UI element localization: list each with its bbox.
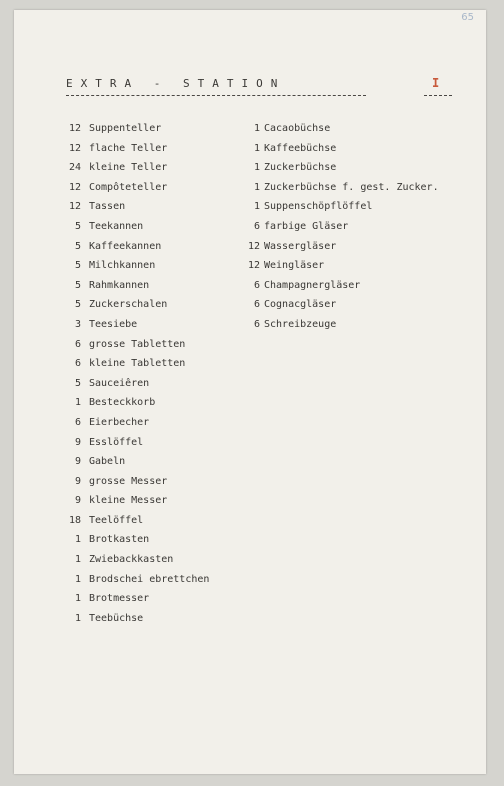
item-name: kleine Messer xyxy=(89,495,168,507)
item-quantity: 18 xyxy=(68,514,81,526)
list-item xyxy=(240,197,439,217)
item-quantity: 6 xyxy=(253,299,260,311)
item-quantity: 24 xyxy=(68,162,81,174)
item-quantity: 1 xyxy=(253,142,260,154)
item-name: Kaffeebüchse xyxy=(264,142,337,154)
item-quantity: 1 xyxy=(74,554,81,566)
item-quantity: 1 xyxy=(253,201,260,213)
list-item xyxy=(240,295,439,315)
item-name: Compôteteller xyxy=(89,181,168,193)
item-name: Teebüchse xyxy=(89,612,144,624)
list-item xyxy=(59,413,209,433)
list-item xyxy=(240,315,439,335)
list-item xyxy=(59,237,209,257)
item-name: grosse Tabletten xyxy=(89,338,186,350)
item-name: Zuckerbüchse f. gest. Zucker. xyxy=(264,181,439,193)
list-item xyxy=(59,276,209,296)
list-item xyxy=(240,276,439,296)
item-name: Zwiebackkasten xyxy=(89,554,174,566)
item-quantity: 1 xyxy=(253,123,260,134)
item-name: Tassen xyxy=(89,201,126,213)
item-name: Zuckerbüchse xyxy=(264,162,337,174)
item-quantity: 12 xyxy=(68,181,81,193)
list-item xyxy=(59,530,209,550)
list-item xyxy=(240,217,439,237)
list-item xyxy=(59,452,209,472)
item-quantity: 5 xyxy=(74,279,81,291)
item-quantity: 6 xyxy=(253,279,260,291)
item-name: Wassergläser xyxy=(264,240,337,252)
list-item xyxy=(59,511,209,531)
station-number-underline xyxy=(424,95,452,96)
item-quantity: 9 xyxy=(74,475,81,487)
list-item xyxy=(59,139,209,159)
station-number: I xyxy=(432,76,440,90)
item-name: Eierbecher xyxy=(89,416,150,428)
item-name: Teelöffel xyxy=(89,514,144,526)
list-item xyxy=(59,393,209,413)
item-quantity: 1 xyxy=(74,593,81,605)
item-quantity: 6 xyxy=(253,220,260,232)
item-quantity: 6 xyxy=(74,358,81,370)
item-name: Zuckerschalen xyxy=(89,299,168,311)
item-name: Teesiebe xyxy=(89,318,138,330)
item-name: Gabeln xyxy=(89,456,126,468)
document-page xyxy=(14,10,486,774)
right-inventory-column xyxy=(240,119,439,335)
item-quantity: 5 xyxy=(74,299,81,311)
item-name: kleine Teller xyxy=(89,162,168,174)
list-item xyxy=(59,217,209,237)
list-item xyxy=(59,178,209,198)
list-item xyxy=(59,550,209,570)
item-quantity: 5 xyxy=(74,220,81,232)
item-name: farbige Gläser xyxy=(264,220,349,232)
item-quantity: 6 xyxy=(74,338,81,350)
item-quantity: 12 xyxy=(68,201,81,213)
list-item xyxy=(240,119,439,139)
item-quantity: 12 xyxy=(68,142,81,154)
item-name: Champagnergläser xyxy=(264,279,361,291)
list-item xyxy=(59,256,209,276)
item-name: Weingläser xyxy=(264,260,325,272)
list-item xyxy=(59,158,209,178)
item-name: Kaffeekannen xyxy=(89,240,162,252)
item-quantity: 9 xyxy=(74,436,81,448)
list-item xyxy=(59,295,209,315)
list-item xyxy=(59,119,209,139)
item-name: Schreibzeuge xyxy=(264,318,337,330)
item-name: kleine Tabletten xyxy=(89,358,186,370)
item-name: Suppenschöpflöffel xyxy=(264,201,373,213)
item-name: flache Teller xyxy=(89,142,168,154)
list-item xyxy=(59,433,209,453)
list-item xyxy=(240,178,439,198)
item-quantity: 3 xyxy=(74,318,81,330)
item-quantity: 6 xyxy=(253,318,260,330)
list-item xyxy=(59,374,209,394)
item-quantity: 6 xyxy=(74,416,81,428)
item-quantity: 1 xyxy=(74,573,81,585)
item-quantity: 12 xyxy=(247,240,260,252)
list-item xyxy=(59,354,209,374)
item-name: Brotkasten xyxy=(89,534,150,546)
item-quantity: 1 xyxy=(253,162,260,174)
list-item xyxy=(59,491,209,511)
item-quantity: 5 xyxy=(74,260,81,272)
item-quantity: 1 xyxy=(74,397,81,409)
item-name: Brotmesser xyxy=(89,593,150,605)
item-name: Cognacgläser xyxy=(264,299,337,311)
list-item xyxy=(59,609,209,629)
item-name: Brodschei ebrettchen xyxy=(89,573,210,585)
item-quantity: 12 xyxy=(68,123,81,134)
item-quantity: 5 xyxy=(74,240,81,252)
list-item xyxy=(59,197,209,217)
list-item xyxy=(59,315,209,335)
item-quantity: 5 xyxy=(74,377,81,389)
page-number: 65 xyxy=(461,12,474,23)
item-quantity: 1 xyxy=(74,612,81,624)
list-item xyxy=(59,589,209,609)
item-quantity: 1 xyxy=(253,181,260,193)
list-item xyxy=(59,570,209,590)
item-name: Milchkannen xyxy=(89,260,156,272)
item-quantity: 9 xyxy=(74,495,81,507)
item-name: grosse Messer xyxy=(89,475,168,487)
list-item xyxy=(59,472,209,492)
list-item xyxy=(240,158,439,178)
item-quantity: 12 xyxy=(247,260,260,272)
item-quantity: 9 xyxy=(74,456,81,468)
list-item xyxy=(240,139,439,159)
list-item xyxy=(240,237,439,257)
page-title: EXTRA - STATION xyxy=(66,77,286,90)
left-inventory-column xyxy=(59,119,209,628)
item-name: Rahmkannen xyxy=(89,279,150,291)
item-quantity: 1 xyxy=(74,534,81,546)
item-name: Sauceiêren xyxy=(89,377,150,389)
item-name: Suppenteller xyxy=(89,123,162,134)
item-name: Esslöffel xyxy=(89,436,144,448)
title-underline xyxy=(66,95,366,96)
item-name: Cacaobüchse xyxy=(264,123,331,134)
list-item xyxy=(240,256,439,276)
item-name: Besteckkorb xyxy=(89,397,156,409)
item-name: Teekannen xyxy=(89,220,144,232)
list-item xyxy=(59,335,209,355)
